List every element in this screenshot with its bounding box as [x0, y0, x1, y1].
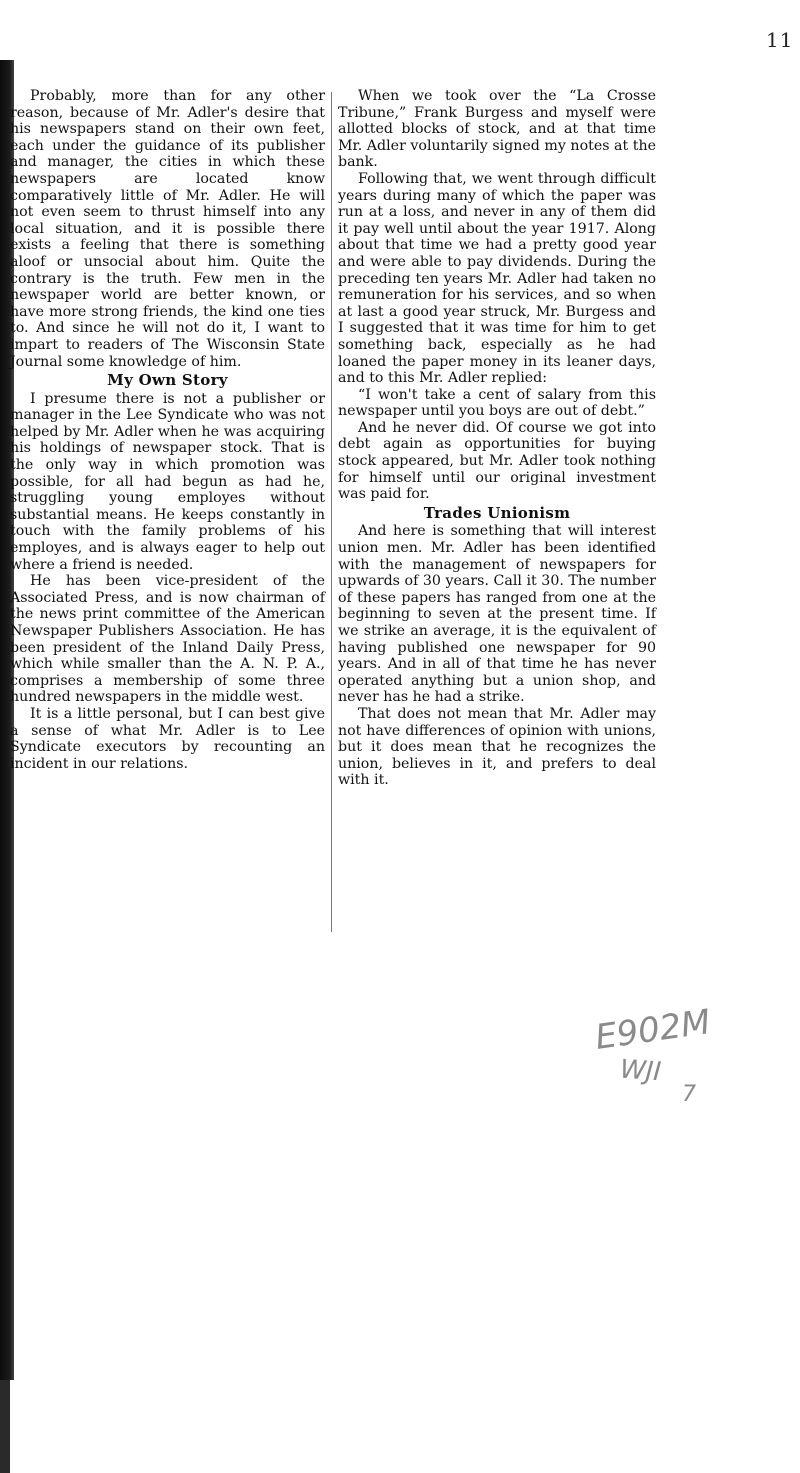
handwritten-annotation-initials: WJI — [619, 1054, 663, 1088]
column-rule — [331, 92, 332, 932]
right-paragraph-2: Following that, we went through difficult years during many of which the paper was run at a loss, and never in any of them did it pay well until about the year 1917. Along about that time we had a pretty good year and were able to pay dividends. During the preceding ten years Mr. Adler had taken no remuneration for his services, and so when at last a good year struck, Mr. Burgess and I suggested that it was time for him to get something back, especially as he had loaned the paper money in its leaner days, and to this Mr. Adler replied: — [338, 170, 656, 387]
right-paragraph-3: “I won't take a cent of salary from this newspaper until you boys are out of debt.” — [338, 386, 656, 420]
handwritten-annotation-code: E902M — [592, 1002, 713, 1058]
section-heading-trades-unionism: Trades Unionism — [423, 503, 571, 522]
scan-dark-edge-lower — [0, 1380, 10, 1473]
left-paragraph-1: Probably, more than for any other reason, because of Mr. Adler's desire that his newspapers stand on their own feet, each under the guidance of its publisher and manager, the cities in which these newspapers are located know comparatively little of Mr. Adler. He will not even seem to thrust himself into any local situation, and it is possible there exists a feeling that there is something aloof or unsocial about him. Quite the contrary is the truth. Few men in the newspaper world are better known, or have more strong friends, the kind one ties to. And since he will not do it, I want to impart to readers of The Wisconsin State Journal some knowledge of him. — [10, 88, 325, 370]
page-number: 11 — [766, 28, 794, 52]
right-paragraph-4: And he never did. Of course we got into debt again as opportunities for buying stock appeared, but Mr. Adler took nothing for himself until our original investment was paid for. — [338, 419, 656, 503]
right-column — [338, 88, 656, 789]
left-paragraph-2: I presume there is not a publisher or manager in the Lee Syndicate who was not helped by Mr. Adler when he was acquiring his holdings of newspaper stock. That is the only way in which promotion was possible, for all had begun as had he, struggling young employes without substantial means. He keeps constantly in touch with the family problems of his employes, and is always eager to help out where a friend is needed. — [10, 390, 325, 573]
right-paragraph-5: And here is something that will interest union men. Mr. Adler has been identified with the management of newspapers for upwards of 30 years. Call it 30. The number of these papers has ranged from one at the beginning to seven at the present time. If we strike an average, it is the equivalent of having published one newspaper for 90 years. And in all of that time he has never operated anything but a union shop, and never has he had a strike. — [338, 523, 656, 706]
left-paragraph-3: He has been vice-president of the Associated Press, and is now chairman of the news print committee of the American Newspaper Publishers Association. He has been president of the Inland Daily Press, which while smaller than the A. N. P. A., comprises a membership of some three hundred newspapers in the middle west. — [10, 573, 325, 706]
handwritten-annotation-number: 7 — [682, 1082, 696, 1107]
right-paragraph-1: When we took over the “La Crosse Tribune,” Frank Burgess and myself were allotted blocks of stock, and at that time Mr. Adler voluntarily signed my notes at the bank. — [338, 88, 656, 171]
left-column — [10, 88, 325, 772]
left-paragraph-4: It is a little personal, but I can best give a sense of what Mr. Adler is to Lee Syndicate executors by recounting an incident in our relations. — [10, 705, 325, 772]
right-paragraph-6: That does not mean that Mr. Adler may not have differences of opinion with unions, but it does mean that he recognizes the union, believes in it, and prefers to deal with it. — [338, 705, 656, 789]
section-heading-my-own-story: My Own Story — [107, 371, 228, 390]
